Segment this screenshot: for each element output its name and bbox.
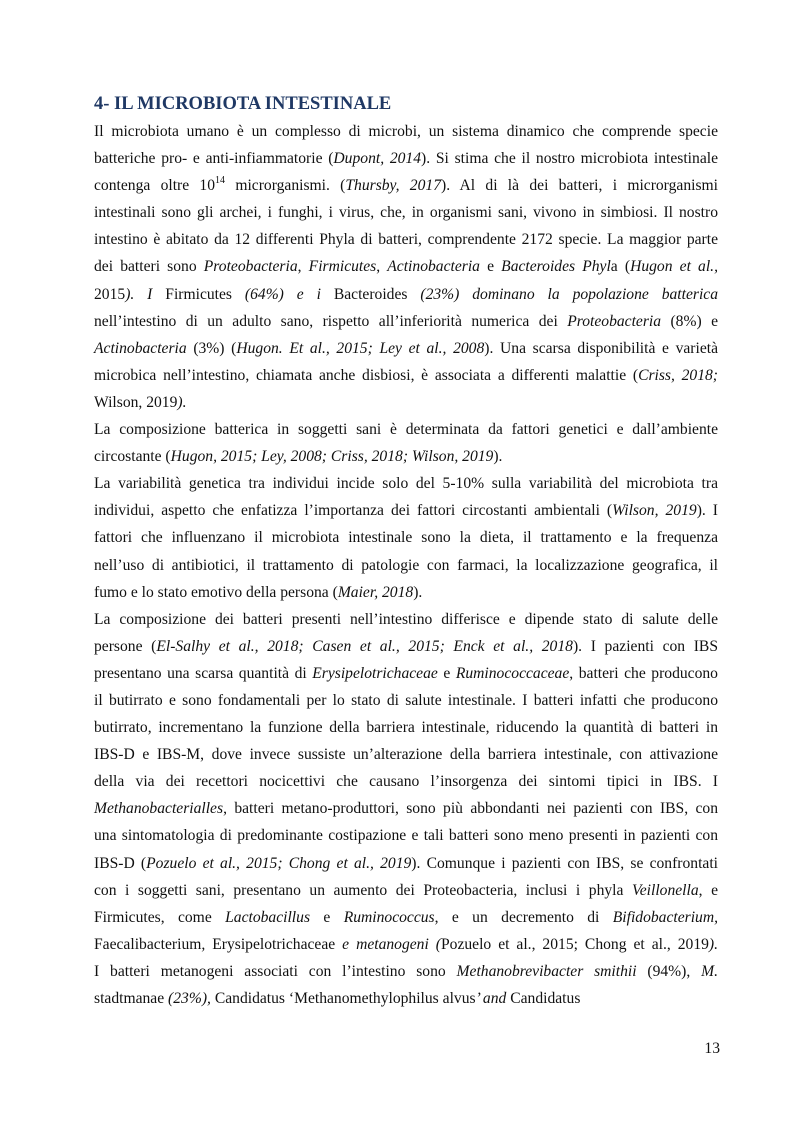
text-line: una sintomatologia di predominante costipazione e tali batteri sono meno presenti in pazienti con bbox=[94, 827, 718, 845]
text-line: il butirrato e sono fondamentali per lo stato di salute intestinale. I batteri infatti che producono bbox=[94, 691, 718, 709]
text-line: butirrato, incrementano la funzione della barriera intestinale, riducendo la quantità di batteri in bbox=[94, 719, 718, 737]
text-line: nell’uso di antibiotici, il trattamento di patologie con farmaci, la localizzazione geografica, il bbox=[94, 556, 718, 574]
text-line: Wilson, 2019). bbox=[94, 393, 187, 411]
text-line: contenga oltre $10^{14}$ microrganismi. (Thursby, 2017). Al di là dei batteri, i microrganismi bbox=[94, 175, 718, 195]
text-line: con i soggetti sani, presentano un aumento dei Proteobacteria, inclusi i phyla Veillonella, e bbox=[94, 881, 719, 899]
text-line: Methanobacterialles, batteri metano-produttori, sono più abbondanti nei pazienti con IBS, con bbox=[94, 800, 718, 818]
text-line: individui, aspetto che enfatizza l’importanza dei fattori circostanti ambientali (Wilson, 2019). I bbox=[94, 502, 718, 520]
body-text bbox=[94, 118, 718, 1012]
text-line: della via dei recettori nocicettivi che causano l’insorgenza dei sintomi tipici in IBS. I bbox=[94, 773, 718, 791]
text-line: La composizione batterica in soggetti sani è determinata da fattori genetici e dall’ambiente bbox=[94, 421, 718, 439]
text-line: Actinobacteria (3%) (Hugon. Et al., 2015; Ley et al., 2008). Una scarsa disponibilità e varietà bbox=[94, 339, 718, 357]
text-line: Firmicutes, come Lactobacillus e Ruminococcus, e un decremento di Bifidobacterium, bbox=[94, 908, 719, 926]
section-heading: 4- IL MICROBIOTA INTESTINALE bbox=[94, 94, 392, 114]
text-line: La variabilità genetica tra individui incide solo del 5-10% sulla variabilità del microbiota tra bbox=[94, 475, 718, 493]
text-line: nell’intestino di un adulto sano, rispetto all’inferiorità numerica dei Proteobacteria (8%) e bbox=[94, 312, 718, 330]
text-line: dei batteri sono Proteobacteria, Firmicutes, Actinobacteria e Bacteroides Phyla (Hugon et al., bbox=[94, 258, 718, 276]
text-line: fattori che influenzano il microbiota intestinale sono la dieta, il trattamento e la frequenza bbox=[94, 529, 718, 547]
text-line: intestino è abitato da 12 differenti Phyla di batteri, comprendente 2172 specie. La maggior parte bbox=[94, 231, 718, 249]
text-line: presentano una scarsa quantità di Erysipelotrichaceae e Ruminococcaceae, batteri che producono bbox=[94, 664, 718, 682]
text-line: microbica nell’intestino, chiamata anche disbiosi, è associata a differenti malattie (Criss, 2018; bbox=[94, 366, 718, 384]
text-line: IBS-D (Pozuelo et al., 2015; Chong et al., 2019). Comunque i pazienti con IBS, se confrontati bbox=[94, 854, 719, 872]
text-line: I batteri metanogeni associati con l’intestino sono Methanobrevibacter smithii (94%), M. bbox=[94, 962, 718, 980]
text-line: batteriche pro- e anti-infiammatorie (Dupont, 2014). Si stima che il nostro microbiota intestinale bbox=[94, 150, 718, 168]
page-number: 13 bbox=[704, 1040, 720, 1057]
text-line: fumo e lo stato emotivo della persona (Maier, 2018). bbox=[94, 583, 423, 601]
text-line: persone (El-Salhy et al., 2018; Casen et al., 2015; Enck et al., 2018). I pazienti con IBS bbox=[94, 637, 719, 655]
text-line: 2015). I Firmicutes (64%) e i Bacteroides (23%) dominano la popolazione batterica bbox=[94, 285, 719, 303]
text-line: Faecalibacterium, Erysipelotrichaceae e metanogeni (Pozuelo et al., 2015; Chong et al., 2019). bbox=[94, 935, 719, 953]
text-line: intestinali sono gli archei, i funghi, i virus, che, in organismi sani, vivono in simbiosi. Il nostro bbox=[94, 204, 718, 222]
text-line: IBS-D e IBS-M, dove invece sussiste un’alterazione della barriera intestinale, con attivazione bbox=[94, 746, 718, 764]
text-line: Il microbiota umano è un complesso di microbi, un sistema dinamico che comprende specie bbox=[94, 123, 718, 140]
text-line: La composizione dei batteri presenti nell’intestino differisce e dipende stato di salute delle bbox=[94, 610, 718, 628]
text-line: circostante (Hugon, 2015; Ley, 2008; Criss, 2018; Wilson, 2019). bbox=[94, 448, 503, 466]
text-line: stadtmanae (23%), Candidatus ‘Methanomethylophilus alvus’ and Candidatus bbox=[94, 990, 581, 1007]
